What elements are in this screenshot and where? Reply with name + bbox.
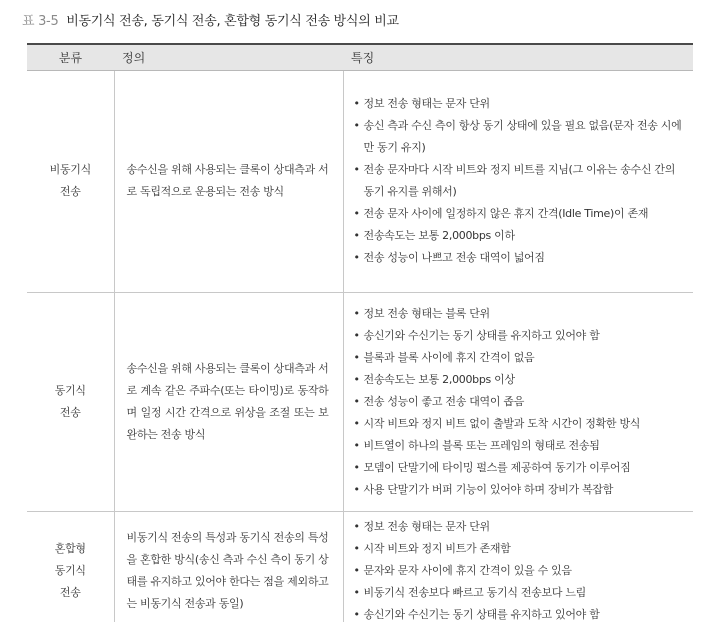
category-line: 비동기식: [49, 163, 91, 176]
list-item: • 정보 전송 형태는 문자 단위: [354, 516, 688, 538]
list-item: • 전송 문자 사이에 일정하지 않은 휴지 간격(Idle Time)이 존재: [354, 203, 688, 225]
category-line: 전송: [59, 405, 81, 419]
category-line: 전송: [59, 585, 81, 599]
list-item: • 전송속도는 보통 2,000bps 이상: [354, 369, 688, 391]
category-line: 동기식: [54, 383, 86, 397]
list-item: • 시작 비트와 정지 비트가 존재함: [354, 538, 688, 560]
definition-cell: 비동기식 전송의 특성과 동기식 전송의 특성을 혼합한 방식(송신 측과 수신 측이 동기 상태를 유지하고 있어야 한다는 점을 제외하고는 비동기식 전송과 동일): [114, 511, 343, 622]
list-item: • 블록과 블록 사이에 휴지 간격이 없음: [354, 347, 688, 369]
list-item: • 사용 단말기가 버퍼 기능이 있어야 하며 장비가 복잡함: [354, 479, 688, 501]
table-caption: [22, 10, 399, 29]
header-category: 분류: [27, 44, 114, 70]
list-item: • 문자와 문자 사이에 휴지 간격이 있을 수 있음: [354, 560, 688, 582]
category-line: 전송: [59, 185, 81, 198]
features-cell: [343, 511, 693, 622]
list-item: • 비트열이 하나의 블록 또는 프레임의 형태로 전송됨: [354, 435, 688, 457]
list-item: • 정보 전송 형태는 블록 단위: [354, 303, 688, 325]
definition-cell: 송수신을 위해 사용되는 클록이 상대측과 서로 독립적으로 운용되는 전송 방식: [114, 70, 343, 292]
header-row: [27, 44, 693, 70]
features-cell: [343, 70, 693, 292]
feature-list: [354, 93, 688, 269]
category-cell: [27, 292, 114, 511]
table-row: [27, 292, 693, 511]
definition-cell: 송수신을 위해 사용되는 클록이 상대측과 서로 계속 같은 주파수(또는 타이밍)로 동작하며 일정 시간 간격으로 위상을 조절 또는 보완하는 전송 방식: [114, 292, 343, 511]
list-item: • 전송 문자마다 시작 비트와 정지 비트를 지님(그 이유는 송수신 간의 동기 유지를 위해서): [354, 159, 688, 203]
list-item: • 정보 전송 형태는 문자 단위: [354, 93, 688, 115]
list-item: • 전송속도는 보통 2,000bps 이하: [354, 225, 688, 247]
list-item: • 모뎀이 단말기에 타이밍 펄스를 제공하여 동기가 이루어짐: [354, 457, 688, 479]
category-cell: [27, 70, 114, 292]
feature-list: [354, 516, 688, 622]
list-item: • 전송 성능이 좋고 전송 대역이 좁음: [354, 391, 688, 413]
list-item: • 시작 비트와 정지 비트 없이 출발과 도착 시간이 정확한 방식: [354, 413, 688, 435]
list-item: • 송신기와 수신기는 동기 상태를 유지하고 있어야 함: [354, 604, 688, 622]
feature-list: [354, 303, 688, 501]
table-number: 표 3-5: [22, 14, 59, 29]
category-line: 혼합형: [54, 541, 86, 555]
comparison-table: [27, 43, 693, 622]
header-definition: 정의: [114, 44, 343, 70]
category-cell: [27, 511, 114, 622]
category-line: 동기식: [54, 563, 86, 577]
header-features: 특징: [343, 44, 693, 70]
list-item: • 비동기식 전송보다 빠르고 동기식 전송보다 느림: [354, 582, 688, 604]
list-item: • 전송 성능이 나쁘고 전송 대역이 넓어짐: [354, 247, 688, 269]
features-cell: [343, 292, 693, 511]
table-row: [27, 70, 693, 292]
list-item: • 송신기와 수신기는 동기 상태를 유지하고 있어야 함: [354, 325, 688, 347]
table-title: 비동기식 전송, 동기식 전송, 혼합형 동기식 전송 방식의 비교: [66, 14, 399, 29]
table-row: [27, 511, 693, 622]
list-item: • 송신 측과 수신 측이 항상 동기 상태에 있을 필요 없음(문자 전송 시에만 동기 유지): [354, 115, 688, 159]
